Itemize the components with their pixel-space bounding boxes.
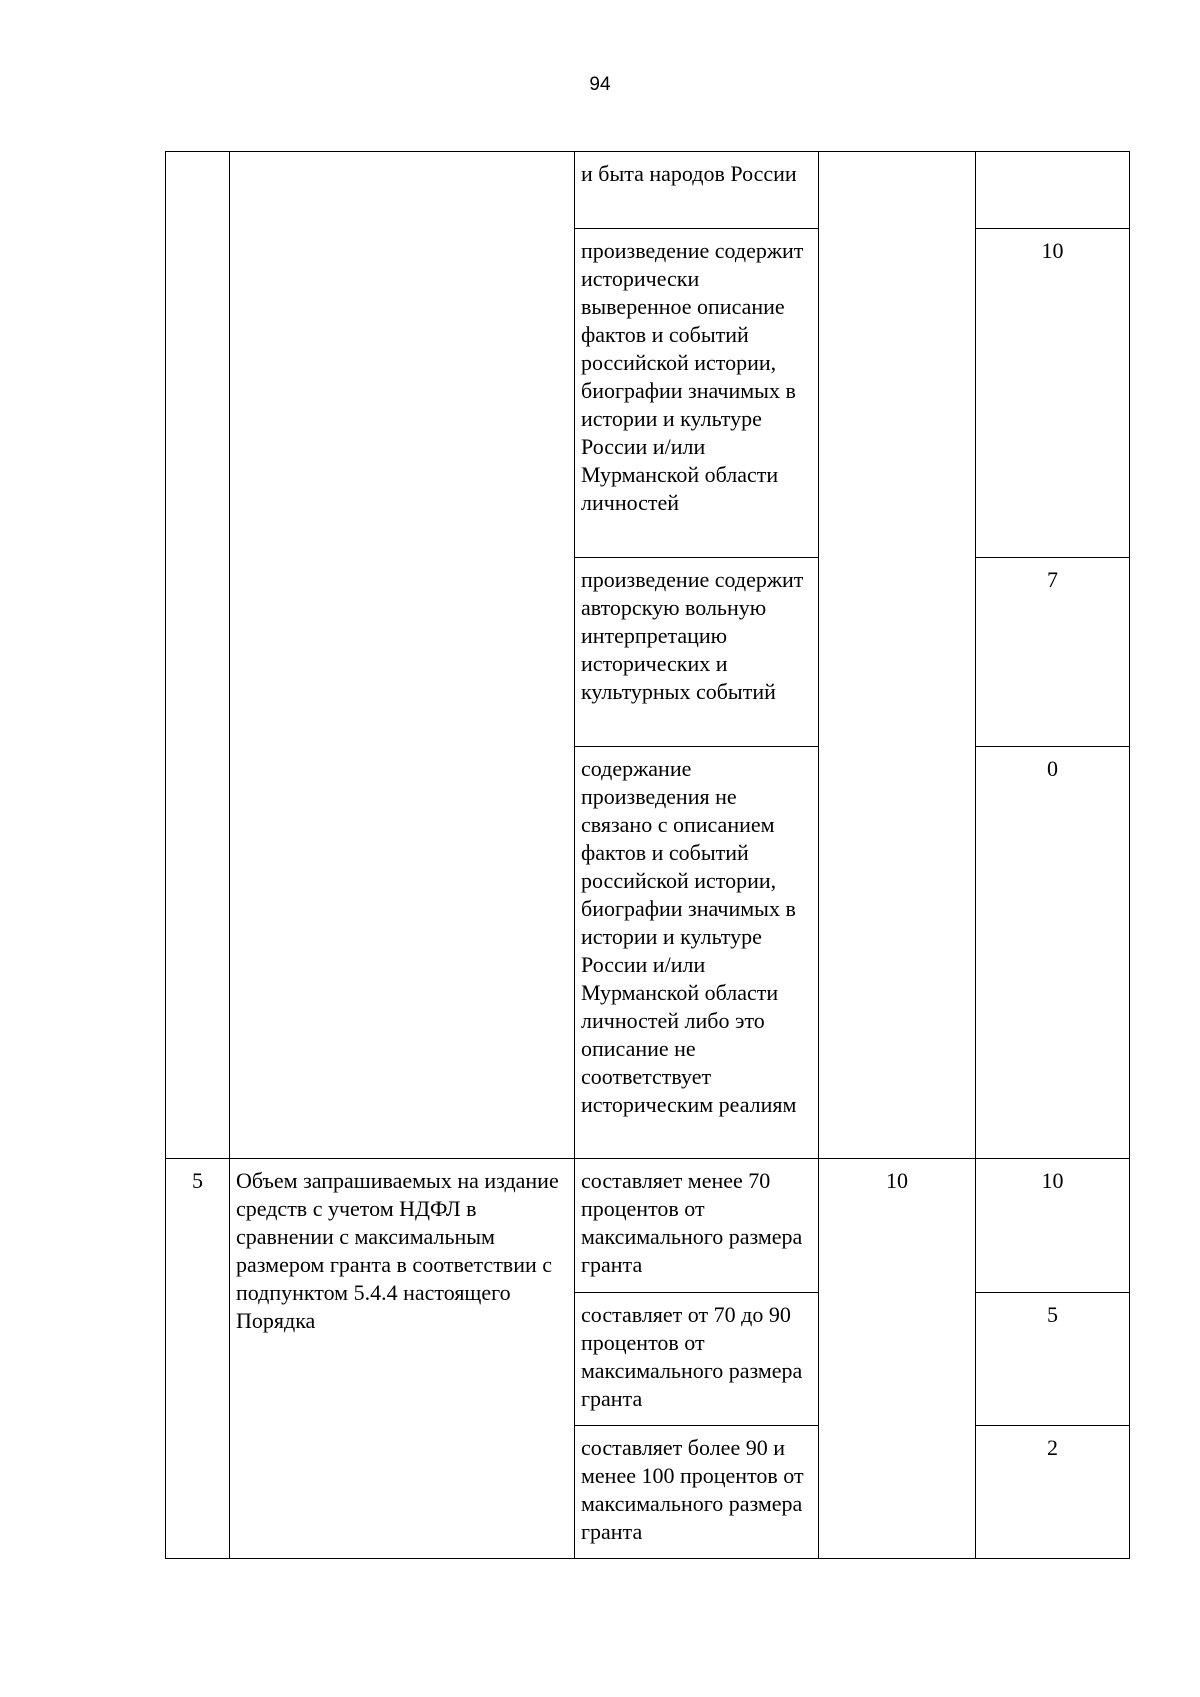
score-cell: 0 bbox=[976, 747, 1130, 1159]
condition-cell: составляет более 90 и менее 100 процентов от максимального размера гранта bbox=[575, 1426, 819, 1559]
criterion-name-cell bbox=[230, 152, 575, 1159]
score-cell: 10 bbox=[976, 1159, 1130, 1293]
score-cell: 5 bbox=[976, 1293, 1130, 1426]
condition-cell: произведение содержит авторскую вольную интерпретацию исторических и культурных событий bbox=[575, 558, 819, 747]
condition-cell: содержание произведения не связано с описанием фактов и событий российской истории, биографии значимых в истории и культуре России и/или Мурманской области личностей либо это описание не соответствует историческим реалиям bbox=[575, 747, 819, 1159]
criterion-name-cell: Объем запрашиваемых на издание средств с учетом НДФЛ в сравнении с максимальным размером гранта в соответствии с подпунктом 5.4.4 настоящего Порядка bbox=[230, 1159, 575, 1559]
score-cell: 7 bbox=[976, 558, 1130, 747]
table-row bbox=[166, 1159, 1130, 1293]
criterion-number-cell bbox=[166, 152, 230, 1159]
criteria-table bbox=[165, 151, 1130, 1559]
table-row bbox=[166, 152, 1130, 229]
condition-cell: составляет менее 70 процентов от максимального размера гранта bbox=[575, 1159, 819, 1293]
condition-cell: и быта народов России bbox=[575, 152, 819, 229]
page-number: 94 bbox=[589, 74, 611, 95]
condition-cell: произведение содержит исторически выверенное описание фактов и событий российской истории, биографии значимых в истории и культуре России и/или Мурманской области личностей bbox=[575, 229, 819, 558]
score-cell: 10 bbox=[976, 229, 1130, 558]
score-cell bbox=[976, 152, 1130, 229]
score-cell: 2 bbox=[976, 1426, 1130, 1559]
condition-cell: составляет от 70 до 90 процентов от максимального размера гранта bbox=[575, 1293, 819, 1426]
max-score-cell: 10 bbox=[819, 1159, 976, 1559]
max-score-cell bbox=[819, 152, 976, 1159]
criterion-number-cell: 5 bbox=[166, 1159, 230, 1559]
